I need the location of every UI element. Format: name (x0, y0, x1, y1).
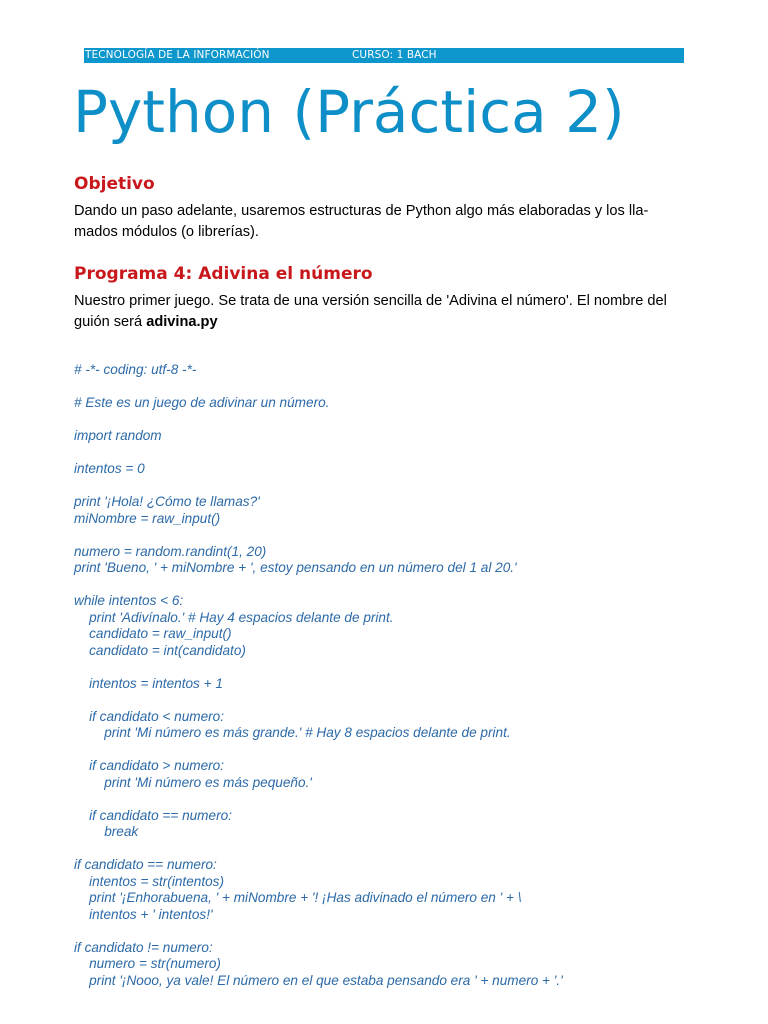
code-line: intentos = 0 (74, 461, 145, 476)
code-line (74, 742, 694, 759)
code-line: miNombre = raw_input() (74, 510, 221, 526)
header-course: CURSO: 1 BACH (352, 49, 437, 61)
code-line (74, 412, 694, 429)
script-filename: adivina.py (146, 314, 218, 330)
code-line: print 'Mi número es más grande.' # Hay 8 espacios delante de print. (74, 725, 511, 740)
code-line: intentos = str(intentos) (74, 873, 224, 889)
code-line: print 'Mi número es más pequeño.' (74, 774, 312, 790)
code-line: numero = random.randint(1, 20) (74, 543, 267, 559)
code-line: candidato = int(candidato) (74, 642, 246, 658)
header-subject: TECNOLOGÍA DE LA INFORMACIÓN (85, 49, 270, 61)
code-line: print '¡Hola! ¿Cómo te llamas?' (74, 494, 260, 509)
code-line: break (74, 824, 139, 839)
code-line: if candidato != numero: (74, 939, 213, 955)
code-line: while intentos < 6: (74, 593, 184, 608)
code-line (74, 577, 694, 594)
code-line (74, 692, 694, 709)
code-line: print '¡Enhorabuena, ' + miNombre + '! ¡Has adivinado el número en ' + \ (74, 890, 522, 905)
code-line: print 'Bueno, ' + miNombre + ', estoy pensando en un número del 1 al 20.' (74, 560, 517, 575)
code-line (74, 841, 694, 858)
code-line (74, 923, 694, 940)
code-line: candidato = raw_input() (74, 626, 232, 641)
code-line: print 'Adivínalo.' # Hay 4 espacios delante de print. (74, 609, 394, 625)
code-line: if candidato == numero: (74, 857, 217, 872)
code-line: import random (74, 428, 162, 443)
code-line (74, 527, 694, 544)
code-line (74, 791, 694, 808)
code-line: if candidato == numero: (74, 807, 232, 823)
code-line: # Este es un juego de adivinar un número. (74, 395, 330, 410)
code-line: intentos + ' intentos!' (74, 906, 213, 922)
objetivo-heading: Objetivo (74, 174, 155, 194)
code-line (74, 478, 694, 495)
code-line: if candidato < numero: (74, 708, 224, 724)
code-line (74, 379, 694, 396)
code-listing (74, 362, 694, 989)
code-line: if candidato > numero: (74, 758, 224, 773)
code-line: intentos = intentos + 1 (74, 675, 223, 691)
programa-intro-paragraph (74, 291, 686, 333)
objetivo-paragraph: Dando un paso adelante, usaremos estructuras de Python algo más elaboradas y los llamados módulos (o librerías). (74, 203, 649, 240)
header-bar (84, 48, 684, 63)
page-title: Python (Práctica 2) (73, 78, 625, 146)
code-line: print '¡Nooo, ya vale! El número en el que estaba pensando era ' + numero + '.' (74, 972, 563, 988)
code-line (74, 659, 694, 676)
programa-heading: Programa 4: Adivina el número (74, 264, 373, 284)
programa-intro-text: Nuestro primer juego. Se trata de una versión sencilla de 'Adivina el número'. El nombre del guión será (74, 293, 667, 330)
code-line: numero = str(numero) (74, 956, 221, 971)
code-line (74, 445, 694, 462)
code-line: # -*- coding: utf-8 -*- (74, 362, 197, 377)
